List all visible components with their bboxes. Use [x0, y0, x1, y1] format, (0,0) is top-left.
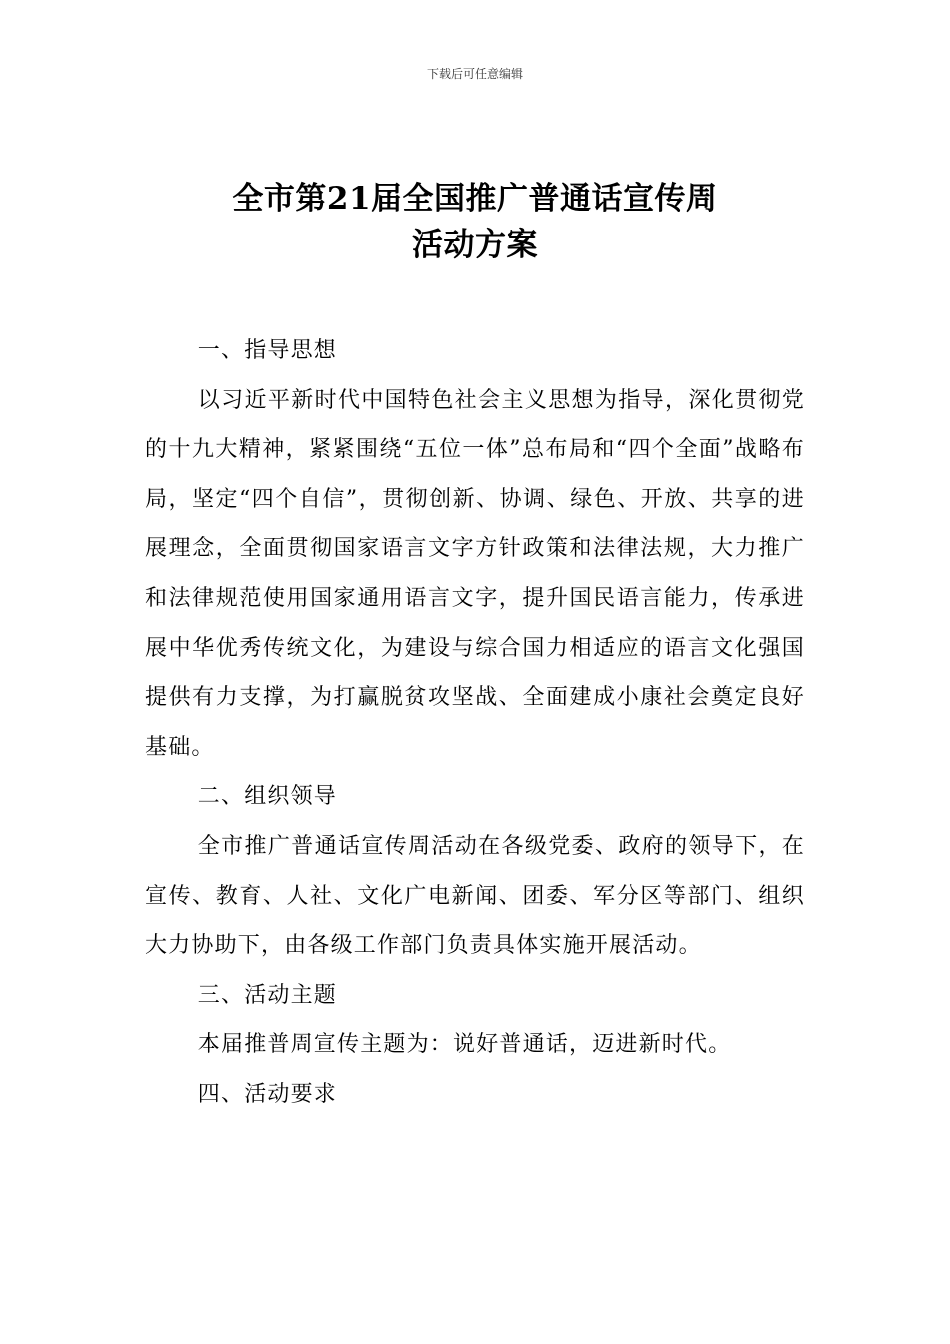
section-heading-organization: 二、组织领导 — [197, 784, 337, 810]
page-header-note: 下载后可任意编辑 — [426, 67, 523, 81]
section-heading-guiding-ideology: 一、指导思想 — [197, 338, 337, 363]
title-line-2: 活动方案 — [412, 227, 538, 263]
document-title — [0, 176, 950, 268]
title-line-1: 全市第21届全国推广普通话宣传周 — [232, 181, 718, 217]
document-body — [145, 326, 805, 1120]
section-heading-requirements: 四、活动要求 — [197, 1081, 337, 1107]
section-heading-theme: 三、活动主题 — [197, 982, 337, 1008]
section-paragraph-organization: 全市推广普通话宣传周活动在各级党委、政府的领导下，在宣传、教育、人社、文化广电新闻、团委、军分区等部门、组织大力协助下，由各级工作部门负责具体实施开展活动。 — [145, 833, 805, 959]
section-paragraph-theme: 本届推普周宣传主题为：说好普通话，迈进新时代。 — [197, 1032, 732, 1058]
section-paragraph-guiding-ideology: 以习近平新时代中国特色社会主义思想为指导，深化贯彻党的十九大精神，紧紧围绕“五位一体”总布局和“四个全面”战略布局，坚定“四个自信”，贯彻创新、协调、绿色、开放、共享的进展理念，全面贯彻国家语言文字方针政策和法律法规，大力推广和法律规范使用国家通用语言文字，提升国民语言能力，传承进展中华优秀传统文化，为建设与综合国力相适应的语言文化强国提供有力支撑，为打赢脱贫攻坚战、全面建成小康社会奠定良好基础。 — [145, 387, 805, 760]
